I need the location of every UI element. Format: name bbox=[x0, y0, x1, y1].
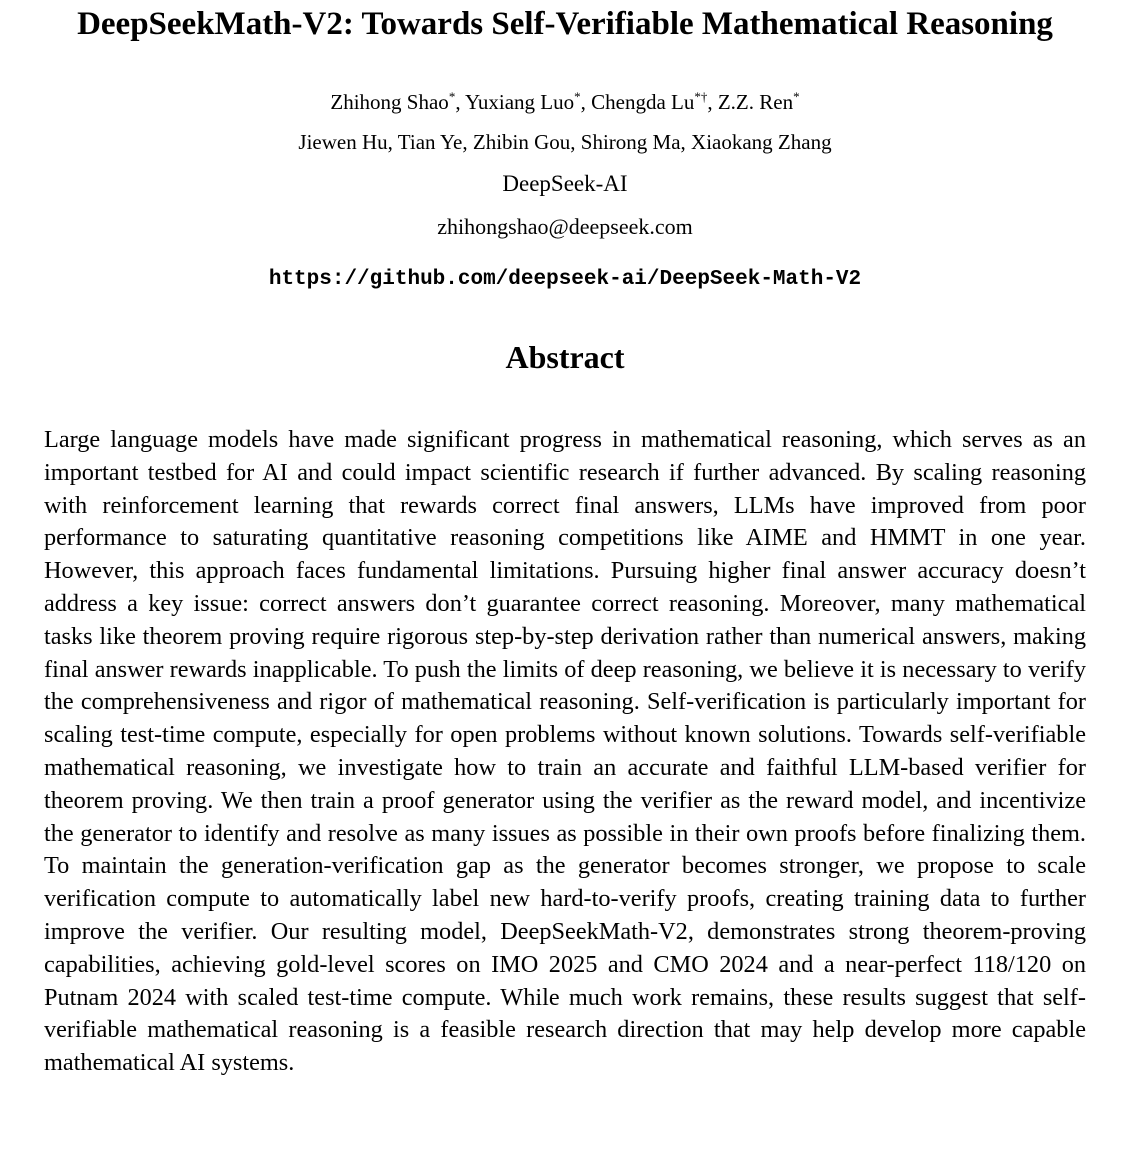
author-name: Zhihong Shao bbox=[330, 90, 449, 114]
author-list-secondary: Jiewen Hu, Tian Ye, Zhibin Gou, Shirong Ma, Xiaokang Zhang bbox=[298, 130, 832, 154]
repository-link[interactable]: https://github.com/deepseek-ai/DeepSeek-Math-V2 bbox=[268, 268, 862, 291]
author-name: Yuxiang Luo bbox=[465, 90, 575, 114]
author-mark: *† bbox=[694, 89, 708, 104]
author-mark: * bbox=[448, 89, 456, 104]
abstract-text: Large language models have made significant progress in mathematical reasoning, which serves as an important testbed for AI and could impact scientific research if further advanced. By scaling reasoning with reinforcement learning that rewards correct final answers, LLMs have improved from poor performance to saturating quantitative reasoning competitions like AIME and HMMT in one year. However, this approach faces fundamental limitations. Pursuing higher final answer accuracy doesn’t address a key issue: correct answers don’t guarantee correct reasoning. Moreover, many mathematical tasks like theorem proving require rigorous step-by-step derivation rather than numerical answers, making final answer rewards inapplicable. To push the limits of deep reasoning, we believe it is necessary to verify the comprehensiveness and rigor of mathematical reasoning. Self-verification is particularly important for scaling test-time compute, especially for open problems without known solutions. Towards self-verifiable mathematical reasoning, we investigate how to train an accurate and faithful LLM-based verifier for theorem proving. We then train a proof generator using the verifier as the reward model, and incentivize the generator to identify and resolve as many issues as possible in their own proofs before finalizing them. To maintain the generation-verification gap as the generator becomes stronger, we propose to scale verification compute to automatically label new hard-to-verify proofs, creating training data to further improve the verifier. Our resulting model, DeepSeekMath-V2, demonstrates strong theorem-proving capabilities, achieving gold-level scores on IMO 2025 and CMO 2024 and a near-perfect 118/120 on Putnam 2024 with scaled test-time compute. While much work remains, these results suggest that self-verifiable mathematical reasoning is a feasible research direction that may help develop more capable mathematical AI systems. bbox=[44, 426, 1086, 1077]
author-mark: * bbox=[793, 89, 800, 104]
abstract-heading: Abstract bbox=[505, 339, 625, 375]
affiliation: DeepSeek-AI bbox=[502, 171, 628, 196]
author-name: Z.Z. Ren bbox=[717, 90, 794, 114]
author-mark: * bbox=[574, 89, 581, 104]
author-name: Chengda Lu bbox=[591, 90, 695, 114]
author-list-primary: Zhihong Shao*, Yuxiang Luo*, Chengda Lu*†, Z.Z. Ren* bbox=[330, 89, 800, 114]
contact-email[interactable]: zhihongshao@deepseek.com bbox=[437, 214, 693, 239]
paper-title: DeepSeekMath-V2: Towards Self-Verifiable Mathematical Reasoning bbox=[77, 6, 1053, 42]
